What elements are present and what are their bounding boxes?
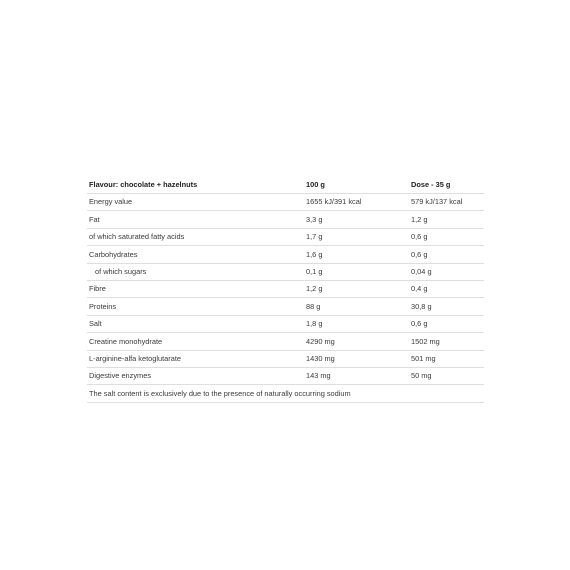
per-dose-value-cell: 50 mg xyxy=(409,367,484,384)
table-row xyxy=(87,194,484,211)
table-row xyxy=(87,350,484,367)
per-100g-value-cell: 1,8 g xyxy=(304,315,409,332)
salt-note: The salt content is exclusively due to the presence of naturally occurring sodium xyxy=(87,385,484,402)
per-100g-value-cell: 1655 kJ/391 kcal xyxy=(304,194,409,211)
nutrient-name-cell: Fibre xyxy=(87,280,304,297)
per-dose-value-cell: 579 kJ/137 kcal xyxy=(409,194,484,211)
per-dose-value-cell: 30,8 g xyxy=(409,298,484,315)
nutrient-name-cell: L-arginine-alfa ketoglutarate xyxy=(87,350,304,367)
per-dose-value-cell: 0,04 g xyxy=(409,263,484,280)
per-100g-value-cell: 1430 mg xyxy=(304,350,409,367)
per-100g-value-cell: 1,6 g xyxy=(304,246,409,263)
nutrient-name-cell: Proteins xyxy=(87,298,304,315)
per-100g-value-cell: 1,7 g xyxy=(304,228,409,245)
per-100g-value-cell: 143 mg xyxy=(304,367,409,384)
table-row xyxy=(87,280,484,297)
per-dose-value-cell: 0,6 g xyxy=(409,315,484,332)
per-100g-value-cell: 0,1 g xyxy=(304,263,409,280)
per-dose-value-cell: 1,2 g xyxy=(409,211,484,228)
per-100g-header: 100 g xyxy=(304,176,409,194)
nutrient-name-cell: of which saturated fatty acids xyxy=(87,228,304,245)
nutrient-name-cell: Energy value xyxy=(87,194,304,211)
table-body xyxy=(87,194,484,403)
nutrition-table xyxy=(87,176,484,403)
nutrient-name-cell: Fat xyxy=(87,211,304,228)
table-row xyxy=(87,228,484,245)
table-row xyxy=(87,246,484,263)
per-100g-value-cell: 3,3 g xyxy=(304,211,409,228)
per-100g-value-cell: 1,2 g xyxy=(304,280,409,297)
table-header-row xyxy=(87,176,484,194)
per-100g-value-cell: 88 g xyxy=(304,298,409,315)
nutrient-name-cell: Digestive enzymes xyxy=(87,367,304,384)
table-row xyxy=(87,211,484,228)
per-dose-value-cell: 1502 mg xyxy=(409,333,484,350)
nutrient-name-cell: of which sugars xyxy=(87,263,304,280)
table-row xyxy=(87,367,484,384)
per-dose-header: Dose - 35 g xyxy=(409,176,484,194)
per-dose-value-cell: 501 mg xyxy=(409,350,484,367)
nutrient-name-cell: Salt xyxy=(87,315,304,332)
nutrient-name-cell: Creatine monohydrate xyxy=(87,333,304,350)
nutrient-name-cell: Carbohydrates xyxy=(87,246,304,263)
table-row xyxy=(87,298,484,315)
per-dose-value-cell: 0,4 g xyxy=(409,280,484,297)
table-row xyxy=(87,263,484,280)
table-row xyxy=(87,385,484,402)
table-row xyxy=(87,315,484,332)
flavour-header: Flavour: chocolate + hazelnuts xyxy=(87,176,304,194)
per-100g-value-cell: 4290 mg xyxy=(304,333,409,350)
table-row xyxy=(87,333,484,350)
per-dose-value-cell: 0,6 g xyxy=(409,246,484,263)
per-dose-value-cell: 0,6 g xyxy=(409,228,484,245)
